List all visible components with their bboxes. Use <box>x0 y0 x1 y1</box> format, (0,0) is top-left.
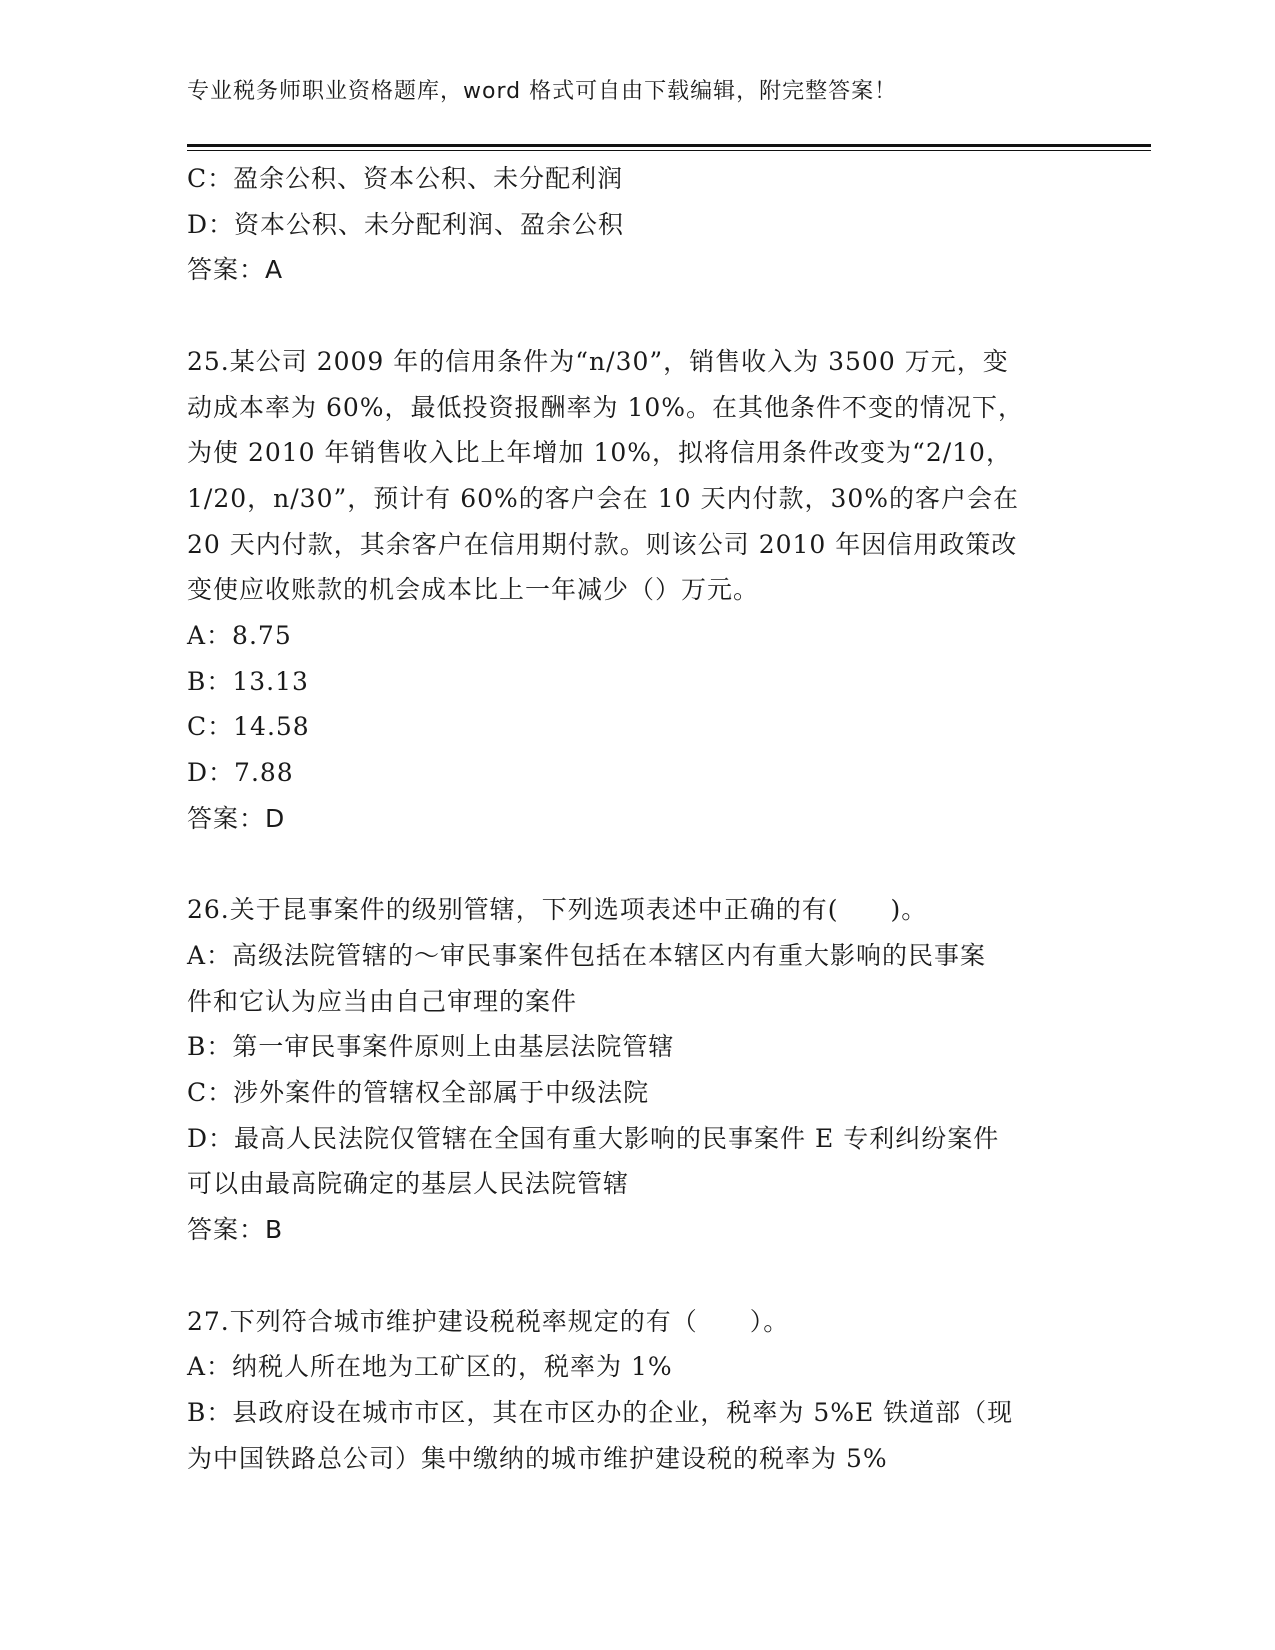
spacer <box>187 293 1087 339</box>
option-line: D：资本公积、未分配利润、盈余公积 <box>187 209 625 239</box>
option-line: B：第一审民事案件原则上由基层法院管辖 <box>187 1032 675 1062</box>
option-line: C：涉外案件的管辖权全部属于中级法院 <box>187 1078 650 1108</box>
answer-line: 答案：A <box>187 255 284 285</box>
option-line: A：8.75 <box>187 621 292 651</box>
question-line: 20 天内付款，其余客户在信用期付款。则该公司 2010 年因信用政策改 <box>187 529 1018 559</box>
header-rule-thin <box>187 150 1151 151</box>
answer-line: 答案：B <box>187 1215 284 1245</box>
option-line: 件和它认为应当由自己审理的案件 <box>187 986 578 1016</box>
question-line: 动成本率为 60%，最低投资报酬率为 10%。在其他条件不变的情况下， <box>187 392 1025 422</box>
option-line: A：高级法院管辖的～审民事案件包括在本辖区内有重大影响的民事案 <box>187 940 987 970</box>
option-line: A：纳税人所在地为工矿区的，税率为 1% <box>187 1352 673 1382</box>
question-line: 26.关于昆事案件的级别管辖，下列选项表述中正确的有( )。 <box>187 895 928 925</box>
page-header-text: 专业税务师职业资格题库，word 格式可自由下载编辑，附完整答案！ <box>187 79 898 104</box>
option-line: 可以由最高院确定的基层人民法院管辖 <box>187 1169 630 1199</box>
option-line: 为中国铁路总公司）集中缴纳的城市维护建设税的税率为 5% <box>187 1443 888 1473</box>
question-line: 27.下列符合城市维护建设税税率规定的有（ ）。 <box>187 1306 790 1336</box>
option-line: D：7.88 <box>187 758 294 788</box>
spacer <box>187 842 1087 888</box>
spacer <box>187 1253 1087 1299</box>
option-line: C：14.58 <box>187 712 310 742</box>
answer-line: 答案：D <box>187 803 286 833</box>
header-rule-thick <box>187 144 1151 147</box>
question-line: 为使 2010 年销售收入比上年增加 10%，拟将信用条件改变为“2/10， <box>187 438 1012 468</box>
question-content <box>187 156 1087 1481</box>
option-line: B：13.13 <box>187 666 309 696</box>
question-line: 25.某公司 2009 年的信用条件为“n/30”，销售收入为 3500 万元，变 <box>187 346 1009 376</box>
option-line: C：盈余公积、资本公积、未分配利润 <box>187 164 624 193</box>
question-line: 1/20，n/30”，预计有 60%的客户会在 10 天内付款，30%的客户会在 <box>187 483 1020 513</box>
question-line: 变使应收账款的机会成本比上一年减少（）万元。 <box>187 575 760 605</box>
option-line: B：县政府设在城市市区，其在市区办的企业，税率为 5%E 铁道部（现 <box>187 1397 1014 1427</box>
option-line: D：最高人民法院仅管辖在全国有重大影响的民事案件 E 专利纠纷案件 <box>187 1123 1000 1153</box>
